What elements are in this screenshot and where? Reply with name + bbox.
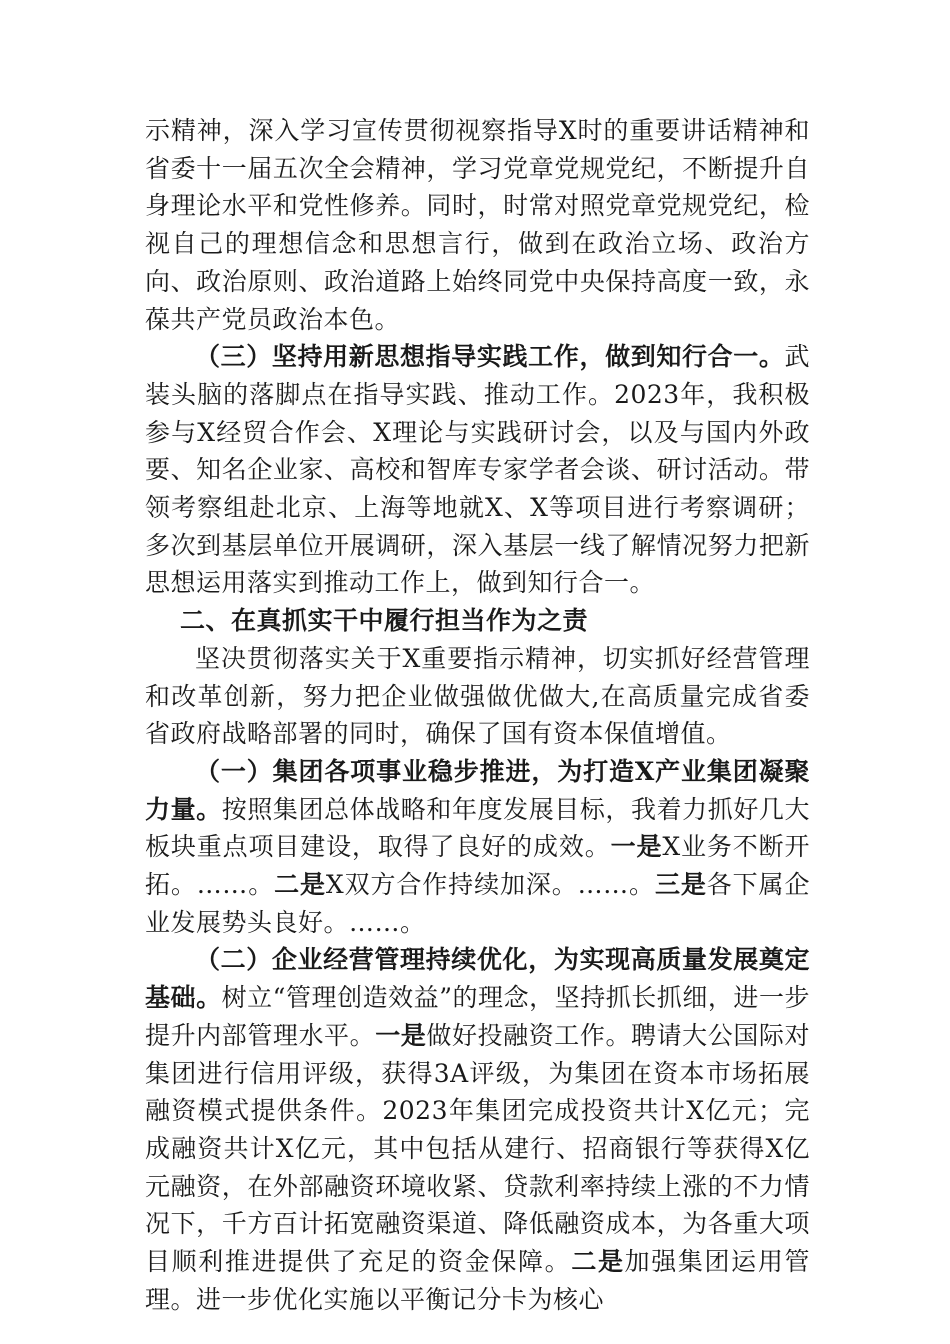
paragraph-text: 加强集团运用管理。进一步优化实施以平衡记分卡为核心 — [145, 1247, 810, 1314]
keyword-third: 三是 — [654, 870, 707, 900]
document-page — [145, 112, 810, 1319]
paragraph-text: 武装头脑的落脚点在指导实践、推动工作。2023年，我积极参与X经贸合作会、X理论与实践研讨会，以及与国内外政要、知名企业家、高校和智库专家学者会谈、研讨活动。带领考察组赴北京、上海等地就X、X等项目进行考察调研；多次到基层单位开展调研，深入基层一线了解情况努力把新思想运用落实到推动工作上，做到知行合一。 — [145, 342, 810, 598]
subheading-practice: （三）坚持用新思想指导实践工作，做到知行合一。 — [195, 342, 785, 372]
paragraph-group-progress — [145, 753, 810, 942]
subheading-management: （二）企业经营管理持续优化，为实现高质量发展奠定基础。 — [145, 945, 810, 1013]
subheading-group-progress: （一）集团各项事业稳步推进，为打造X产业集团凝聚力量。 — [145, 756, 810, 824]
section-heading-text: 二、在真抓实干中履行担当作为之责 — [180, 606, 589, 636]
paragraph-text: 各下属企业发展势头良好。……。 — [145, 870, 810, 937]
paragraph-text: 坚决贯彻落实关于X重要指示精神，切实抓好经营管理和改革创新，努力把企业做强做优做大,在高质量完成省委省政府战略部署的同时，确保了国有资本保值增值。 — [145, 643, 810, 749]
paragraph-management — [145, 941, 810, 1318]
paragraph-text: X双方合作持续加深。……。 — [325, 870, 655, 900]
paragraph-text: 做好投融资工作。聘请大公国际对集团进行信用评级，获得3A评级，为集团在资本市场拓展融资模式提供条件。2023年集团完成投资共计X亿元；完成融资共计X亿元，其中包括从建行、招商银行等获得X亿元融资，在外部融资环境收紧、贷款利率持续上涨的不力情况下，千方百计拓宽融资渠道、降低融资成本，为各重大项目顺利推进提供了充足的资金保障。 — [145, 1020, 810, 1277]
paragraph-section-intro — [145, 640, 810, 753]
paragraph-practice — [145, 338, 810, 602]
keyword-first: 一是 — [610, 832, 663, 862]
keyword-second: 二是 — [571, 1247, 625, 1277]
keyword-first: 一是 — [375, 1020, 427, 1050]
paragraph-text: 按照集团总体战略和年度发展目标，我着力抓好几大板块重点项目建设，取得了良好的成效。 — [145, 794, 810, 862]
section-heading-two — [145, 602, 810, 640]
keyword-second: 二是 — [274, 870, 326, 900]
paragraph-text: 示精神，深入学习宣传贯彻视察指导X时的重要讲话精神和省委十一届五次全会精神，学习党章党规党纪，不断提升自身理论水平和党性修养。同时，时常对照党章党规党纪，检视自己的理想信念和思想言行，做到在政治立场、政治方向、政治原则、政治道路上始终同党中央保持高度一致，永葆共产党员政治本色。 — [145, 116, 810, 334]
paragraph-party-study — [145, 112, 810, 338]
paragraph-text: X业务不断开拓。……。 — [145, 832, 810, 900]
paragraph-text: 树立“管理创造效益”的理念，坚持抓长抓细，进一步提升内部管理水平。 — [145, 983, 810, 1050]
